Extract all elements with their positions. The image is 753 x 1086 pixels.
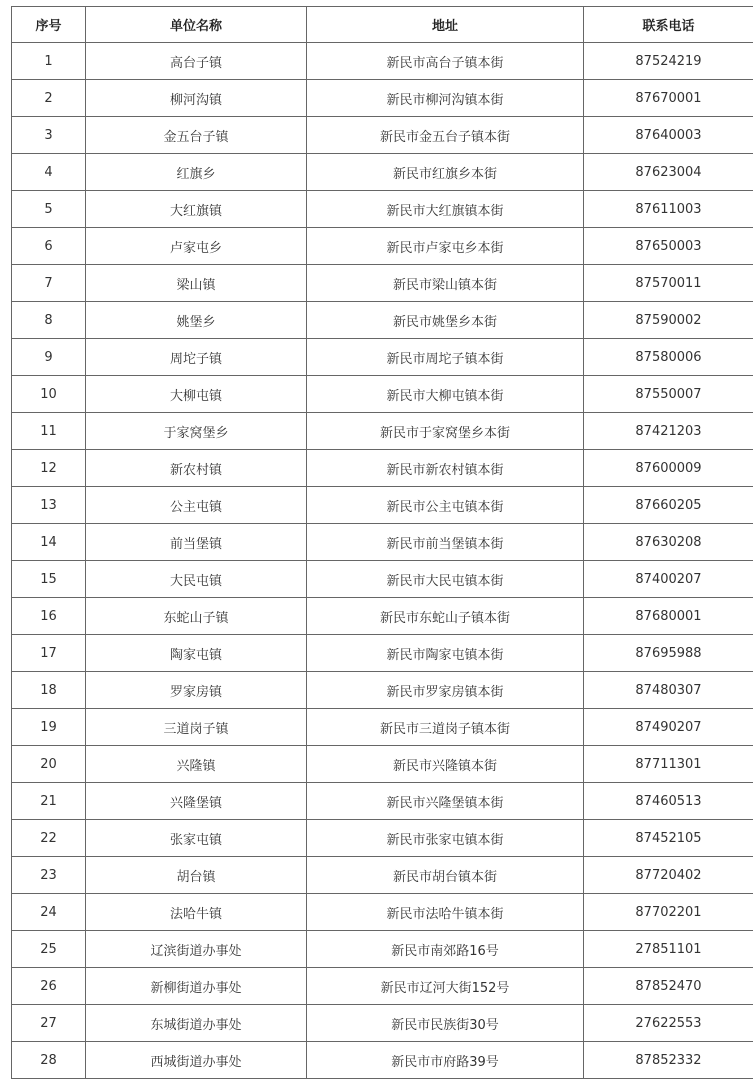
cell-unit-name: 公主屯镇 [86,487,307,524]
header-unit-name: 单位名称 [86,7,307,43]
cell-index: 15 [12,561,86,598]
cell-phone: 87670001 [584,80,753,117]
cell-address: 新民市南郊路16号 [307,931,584,968]
cell-address: 新民市梁山镇本街 [307,265,584,302]
cell-address: 新民市胡台镇本街 [307,857,584,894]
cell-unit-name: 周坨子镇 [86,339,307,376]
cell-index: 5 [12,191,86,228]
table-row [12,820,753,857]
cell-unit-name: 三道岗子镇 [86,709,307,746]
table-row [12,413,753,450]
cell-address: 新民市兴隆堡镇本街 [307,783,584,820]
cell-index: 16 [12,598,86,635]
header-phone: 联系电话 [584,7,753,43]
header-row [12,7,753,43]
cell-phone: 87720402 [584,857,753,894]
table-row [12,524,753,561]
cell-index: 10 [12,376,86,413]
cell-address: 新民市新农村镇本街 [307,450,584,487]
cell-unit-name: 大柳屯镇 [86,376,307,413]
cell-phone: 87711301 [584,746,753,783]
cell-index: 13 [12,487,86,524]
cell-address: 新民市兴隆镇本街 [307,746,584,783]
cell-address: 新民市卢家屯乡本街 [307,228,584,265]
cell-phone: 87590002 [584,302,753,339]
cell-index: 25 [12,931,86,968]
cell-phone: 87660205 [584,487,753,524]
table-row [12,746,753,783]
cell-phone: 87611003 [584,191,753,228]
cell-index: 18 [12,672,86,709]
cell-phone: 87650003 [584,228,753,265]
cell-address: 新民市辽河大街152号 [307,968,584,1005]
table-row [12,154,753,191]
table-row [12,487,753,524]
cell-unit-name: 辽滨街道办事处 [86,931,307,968]
cell-address: 新民市金五台子镇本街 [307,117,584,154]
cell-index: 9 [12,339,86,376]
table-row [12,709,753,746]
table-row [12,265,753,302]
cell-unit-name: 高台子镇 [86,43,307,80]
cell-phone: 87550007 [584,376,753,413]
cell-unit-name: 法哈牛镇 [86,894,307,931]
cell-phone: 87421203 [584,413,753,450]
cell-address: 新民市东蛇山子镇本街 [307,598,584,635]
cell-phone: 87623004 [584,154,753,191]
cell-address: 新民市大红旗镇本街 [307,191,584,228]
cell-address: 新民市于家窝堡乡本街 [307,413,584,450]
cell-phone: 87702201 [584,894,753,931]
table-row [12,1042,753,1079]
cell-address: 新民市张家屯镇本街 [307,820,584,857]
cell-unit-name: 卢家屯乡 [86,228,307,265]
cell-address: 新民市公主屯镇本街 [307,487,584,524]
cell-phone: 87570011 [584,265,753,302]
table-row [12,561,753,598]
cell-index: 24 [12,894,86,931]
table-header [12,7,753,43]
cell-address: 新民市大民屯镇本街 [307,561,584,598]
cell-unit-name: 前当堡镇 [86,524,307,561]
cell-unit-name: 张家屯镇 [86,820,307,857]
cell-unit-name: 大民屯镇 [86,561,307,598]
table-row [12,228,753,265]
cell-index: 1 [12,43,86,80]
cell-phone: 87600009 [584,450,753,487]
table-row [12,339,753,376]
cell-address: 新民市陶家屯镇本街 [307,635,584,672]
cell-address: 新民市周坨子镇本街 [307,339,584,376]
table-row [12,894,753,931]
cell-index: 8 [12,302,86,339]
cell-address: 新民市姚堡乡本街 [307,302,584,339]
cell-index: 27 [12,1005,86,1042]
cell-unit-name: 大红旗镇 [86,191,307,228]
cell-phone: 87580006 [584,339,753,376]
table-row [12,672,753,709]
cell-phone: 87490207 [584,709,753,746]
cell-unit-name: 柳河沟镇 [86,80,307,117]
cell-unit-name: 胡台镇 [86,857,307,894]
cell-unit-name: 东蛇山子镇 [86,598,307,635]
table-row [12,931,753,968]
table-row [12,1005,753,1042]
cell-address: 新民市大柳屯镇本街 [307,376,584,413]
table-row [12,857,753,894]
cell-index: 20 [12,746,86,783]
cell-phone: 87452105 [584,820,753,857]
cell-unit-name: 梁山镇 [86,265,307,302]
cell-phone: 87852332 [584,1042,753,1079]
cell-index: 28 [12,1042,86,1079]
cell-unit-name: 新农村镇 [86,450,307,487]
cell-address: 新民市市府路39号 [307,1042,584,1079]
contact-table [11,6,753,1079]
cell-unit-name: 陶家屯镇 [86,635,307,672]
table-row [12,968,753,1005]
cell-phone: 87524219 [584,43,753,80]
cell-phone: 87640003 [584,117,753,154]
cell-phone: 87695988 [584,635,753,672]
table-row [12,302,753,339]
cell-phone: 27851101 [584,931,753,968]
header-address: 地址 [307,7,584,43]
table-row [12,191,753,228]
cell-index: 4 [12,154,86,191]
cell-index: 22 [12,820,86,857]
cell-index: 6 [12,228,86,265]
cell-address: 新民市法哈牛镇本街 [307,894,584,931]
cell-index: 19 [12,709,86,746]
header-index: 序号 [12,7,86,43]
cell-unit-name: 罗家房镇 [86,672,307,709]
cell-index: 17 [12,635,86,672]
cell-index: 26 [12,968,86,1005]
cell-phone: 87630208 [584,524,753,561]
cell-address: 新民市高台子镇本街 [307,43,584,80]
cell-address: 新民市前当堡镇本街 [307,524,584,561]
cell-unit-name: 兴隆堡镇 [86,783,307,820]
cell-unit-name: 新柳街道办事处 [86,968,307,1005]
cell-address: 新民市柳河沟镇本街 [307,80,584,117]
cell-address: 新民市红旗乡本街 [307,154,584,191]
table-body [12,43,753,1079]
table-row [12,450,753,487]
table-row [12,598,753,635]
cell-index: 23 [12,857,86,894]
contact-table-container [11,6,753,1079]
cell-unit-name: 姚堡乡 [86,302,307,339]
table-row [12,117,753,154]
cell-unit-name: 红旗乡 [86,154,307,191]
cell-phone: 87480307 [584,672,753,709]
cell-index: 14 [12,524,86,561]
cell-phone: 87460513 [584,783,753,820]
cell-unit-name: 金五台子镇 [86,117,307,154]
cell-address: 新民市三道岗子镇本街 [307,709,584,746]
table-row [12,376,753,413]
cell-unit-name: 西城街道办事处 [86,1042,307,1079]
cell-index: 7 [12,265,86,302]
table-row [12,635,753,672]
cell-unit-name: 于家窝堡乡 [86,413,307,450]
table-row [12,80,753,117]
cell-phone: 27622553 [584,1005,753,1042]
cell-phone: 87400207 [584,561,753,598]
table-row [12,43,753,80]
cell-index: 12 [12,450,86,487]
cell-phone: 87852470 [584,968,753,1005]
table-row [12,783,753,820]
cell-unit-name: 兴隆镇 [86,746,307,783]
cell-phone: 87680001 [584,598,753,635]
cell-index: 2 [12,80,86,117]
cell-unit-name: 东城街道办事处 [86,1005,307,1042]
cell-address: 新民市罗家房镇本街 [307,672,584,709]
cell-index: 11 [12,413,86,450]
cell-address: 新民市民族街30号 [307,1005,584,1042]
cell-index: 21 [12,783,86,820]
cell-index: 3 [12,117,86,154]
